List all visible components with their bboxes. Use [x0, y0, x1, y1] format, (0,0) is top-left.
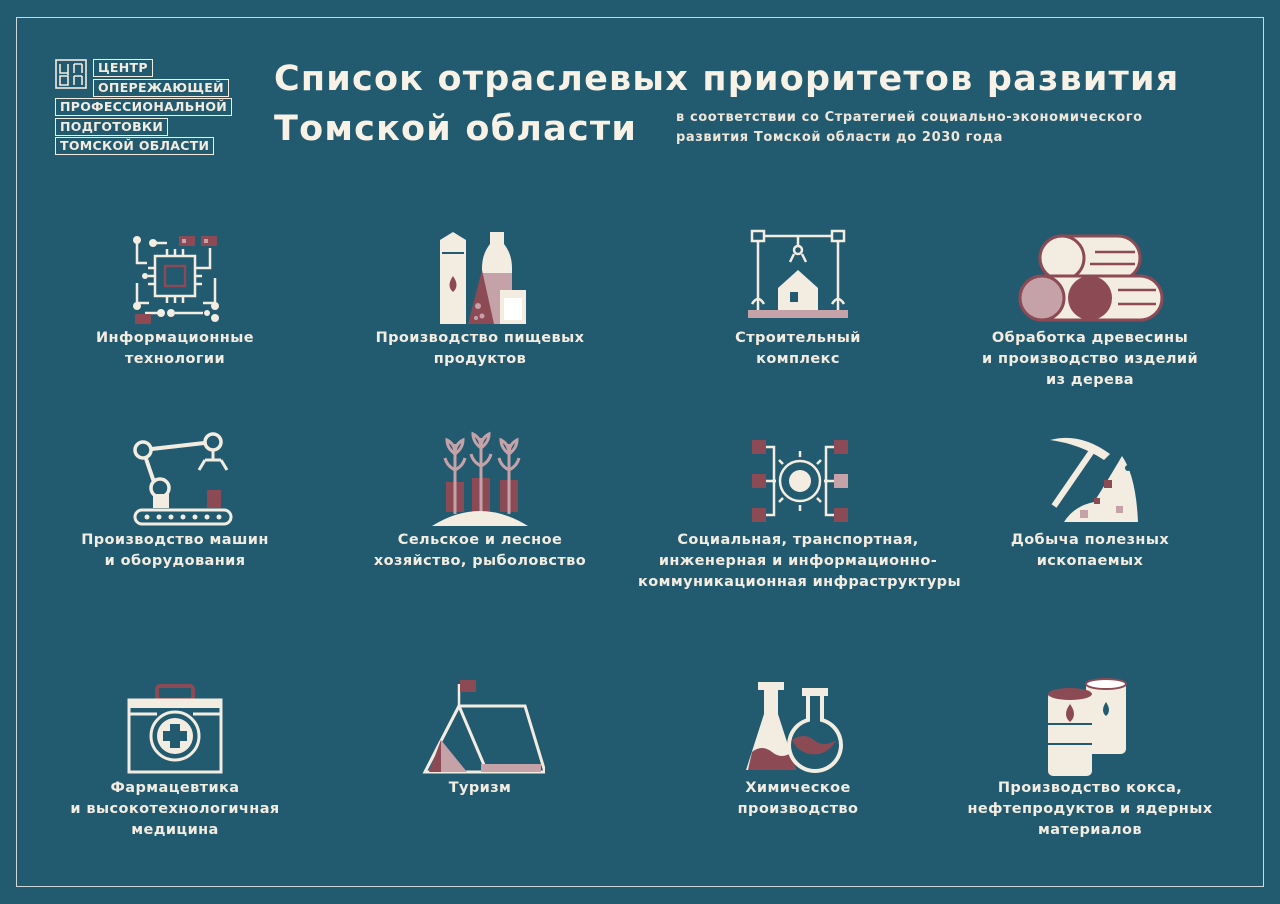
label-line: Производство машин	[81, 532, 269, 548]
pickaxe-icon	[1030, 430, 1150, 530]
page-subtitle	[676, 108, 1216, 148]
logo-line-4: ПОДГОТОВКИ	[55, 118, 168, 136]
priority-label	[638, 530, 961, 593]
label-line: Обработка древесины	[991, 330, 1189, 346]
priority-label	[930, 778, 1250, 841]
priority-item-construction	[638, 228, 958, 370]
robot-arm-icon	[115, 430, 235, 530]
label-line: Строительный	[735, 330, 861, 346]
subtitle-line-2: развития Томской области до 2030 года	[676, 130, 1004, 145]
label-line: нефтепродуктов и ядерных	[967, 801, 1213, 817]
label-line: Производство пищевых	[375, 330, 585, 346]
label-line: и высокотехнологичная	[70, 801, 280, 817]
priority-item-pharma	[15, 678, 335, 841]
priority-label	[930, 328, 1250, 391]
priority-item-food	[320, 228, 640, 370]
label-line: и оборудования	[104, 553, 246, 569]
crops-icon	[420, 430, 540, 530]
logo-line-2: ОПЕРЕЖАЮЩЕЙ	[93, 79, 229, 97]
logs-icon	[1010, 228, 1170, 328]
gear-network-icon	[738, 430, 858, 530]
label-line: из дерева	[1046, 372, 1134, 388]
label-line: Сельское и лесное	[397, 532, 563, 548]
priority-item-wood	[930, 228, 1250, 391]
label-line: Информационные	[96, 330, 254, 346]
tent-icon	[415, 678, 545, 778]
logo-mark-icon	[55, 59, 87, 89]
flasks-icon	[738, 678, 858, 778]
construction-crane-icon	[738, 228, 858, 328]
logo-line-5: ТОМСКОЙ ОБЛАСТИ	[55, 137, 214, 155]
food-products-icon	[420, 228, 540, 328]
priority-item-machines	[15, 430, 335, 572]
first-aid-kit-icon	[115, 678, 235, 778]
priority-label	[15, 328, 335, 370]
label-line: инженерная и информационно-	[658, 553, 938, 569]
label-line: комплекс	[756, 351, 840, 367]
oil-barrels-icon	[1030, 678, 1150, 778]
label-line: технологии	[124, 351, 226, 367]
priority-label	[15, 530, 335, 572]
title-line-2: Томской области	[274, 109, 638, 149]
priority-item-chemistry	[638, 678, 958, 820]
logo-line-3: ПРОФЕССИОНАЛЬНОЙ	[55, 98, 232, 116]
priority-label	[638, 778, 958, 820]
priority-label	[15, 778, 335, 841]
label-line: Производство кокса,	[997, 780, 1183, 796]
label-line: Социальная, транспортная,	[677, 532, 919, 548]
subtitle-line-1: в соответствии со Стратегией социально-экономического	[676, 110, 1143, 125]
label-line: коммуникационная инфраструктуры	[638, 574, 961, 590]
title-line-1: Список отраслевых приоритетов развития	[274, 59, 1180, 99]
label-line: Химическое	[745, 780, 851, 796]
priority-item-infrastructure	[638, 430, 961, 593]
label-line: Добыча полезных	[1010, 532, 1170, 548]
label-line: производство	[737, 801, 859, 817]
priority-label	[320, 778, 640, 799]
label-line: и производство изделий	[981, 351, 1199, 367]
circuit-chip-icon	[115, 228, 235, 328]
logo-line-1: ЦЕНТР	[93, 59, 153, 77]
label-line: медицина	[131, 822, 219, 838]
priority-item-coke-oil-nuclear	[930, 678, 1250, 841]
priority-item-agriculture	[320, 430, 640, 572]
label-line: хозяйство, рыболовство	[373, 553, 587, 569]
priority-label	[320, 530, 640, 572]
label-line: материалов	[1038, 822, 1142, 838]
priority-label	[320, 328, 640, 370]
priority-label	[930, 530, 1250, 572]
priority-label	[638, 328, 958, 370]
priority-item-mining	[930, 430, 1250, 572]
priority-item-it	[15, 228, 335, 370]
label-line: продуктов	[433, 351, 527, 367]
priority-item-tourism	[320, 678, 640, 799]
label-line: Фармацевтика	[110, 780, 240, 796]
label-line: ископаемых	[1036, 553, 1144, 569]
label-line: Туризм	[448, 780, 512, 796]
